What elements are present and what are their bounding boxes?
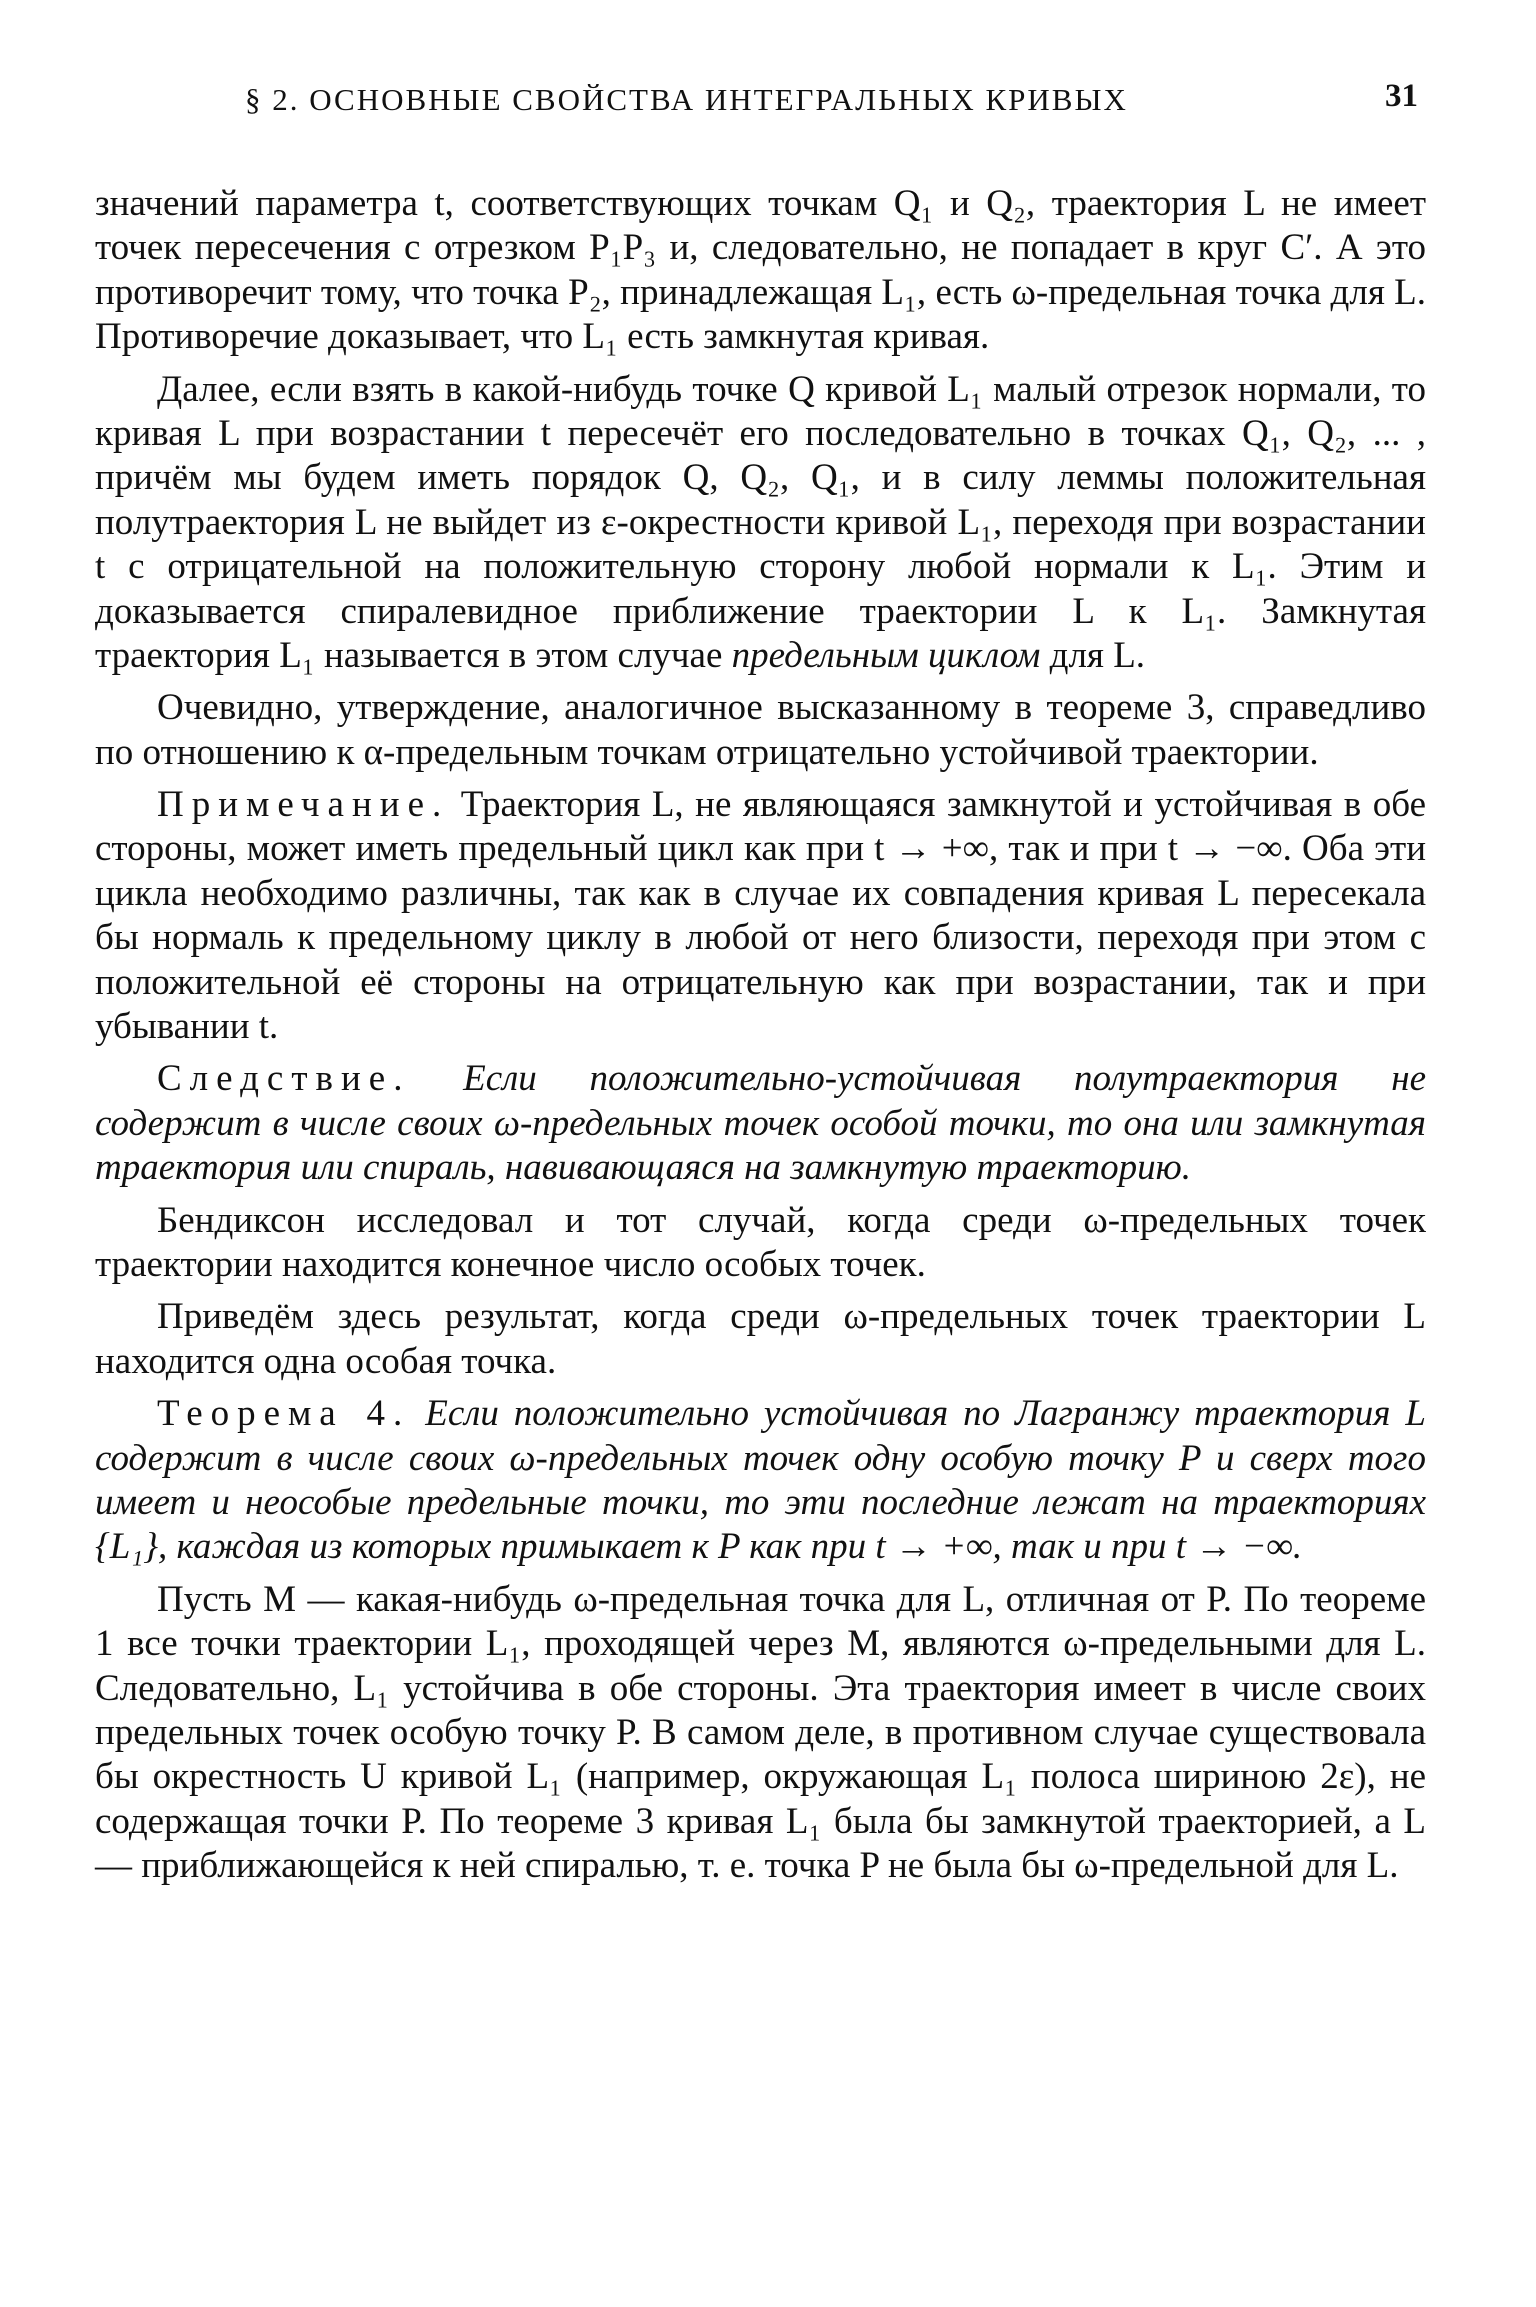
paragraph (95, 368, 1426, 679)
theorem-text: Если положительно устойчивая по Лагранжу траектория L содержит в числе своих ω-предельных точек одну особую точку P и сверх того имеет и неособые предельные точки, то эти последние лежат на траекториях {L₁}, каждая из которых примыкает к P как при t → +∞, так и при t → −∞. (95, 1393, 1426, 1568)
page-number: 31 (1385, 78, 1418, 114)
body-text (95, 182, 1426, 1888)
running-head (95, 78, 1426, 142)
corollary-label: Следствие. (157, 1058, 411, 1100)
corollary-text: Если положительно-устойчивая полутраектория не содержит в числе своих ω-предельных точек особой точки, то она или замкнутая траектория или спираль, навивающаяся на замкнутую траекторию. (95, 1058, 1426, 1189)
paragraph-text: для L. (1040, 634, 1146, 676)
term-limit-cycle: предельным циклом (731, 634, 1041, 676)
theorem-label: Теорема 4. (157, 1393, 411, 1435)
paragraph (95, 783, 1426, 1049)
paragraph: Пусть M — какая-нибудь ω-предельная точка для L, отличная от P. По теореме 1 все точки траектории L₁, проходящей через M, являются ω-предельными для L. Следовательно, L₁ устойчива в обе стороны. Эта траектория имеет в числе своих предельных точек особую точку P. В самом деле, в противном случае существовала бы окрестность U кривой L₁ (например, окружающая L₁ полоса шириною 2ε), не содержащая точки P. По теореме 3 кривая L₁ была бы замкнутой траекторией, а L — приближающейся к ней спиралью, т. е. точка P не была бы ω-предельной для L. (95, 1578, 1426, 1887)
paragraph: Приведём здесь результат, когда среди ω-предельных точек траектории L находится одна особая точка. (95, 1296, 1426, 1382)
paragraph: Очевидно, утверждение, аналогичное высказанному в теореме 3, справедливо по отношению к α-предельным точкам отрицательно устойчивой траектории. (95, 687, 1426, 773)
paragraph: значений параметра t, соответствующих точкам Q₁ и Q₂, траектория L не имеет точек пересечения с отрезком P₁P₃ и, следовательно, не попадает в круг C′. А это противоречит тому, что точка P₂, принадлежащая L₁, есть ω-предельная точка для L. Противоречие доказывает, что L₁ есть замкнутая кривая. (95, 183, 1426, 358)
paragraph-text: Далее, если взять в какой-нибудь точке Q кривой L₁ малый отрезок нормали, то кривая L при возрастании t пересечёт его последовательно в точках Q₁, Q₂, ... , причём мы будем иметь порядок Q, Q₂, Q₁, и в силу леммы положительная полутраектория L не выйдет из ε-окрестности кривой L₁, переходя при возрастании t с отрицательной на положительную сторону любой нормали к L₁. Этим и доказывается спиралевидное приближение траектории L к L₁. Замкнутая траектория L₁ называется в этом случае (95, 368, 1426, 676)
running-head-title: § 2. ОСНОВНЫЕ СВОЙСТВА ИНТЕГРАЛЬНЫХ КРИВЫХ (245, 82, 1128, 117)
paragraph (95, 1392, 1426, 1570)
paragraph (95, 1057, 1426, 1190)
paragraph-text: Траектория L, не являющаяся замкнутой и устойчивая в обе стороны, может иметь предельный цикл как при t → +∞, так и при t → −∞. Оба эти цикла необходимо различны, так как в случае их совпадения кривая L пересекала бы нормаль к предельному циклу в любой от него близости, переходя при этом с положительной её стороны на отрицательную как при возрастании, так и при убывании t. (95, 784, 1426, 1048)
paragraph: Бендиксон исследовал и тот случай, когда среди ω-предельных точек траектории находится конечное число особых точек. (95, 1199, 1426, 1285)
remark-label: Примечание. (157, 784, 450, 826)
